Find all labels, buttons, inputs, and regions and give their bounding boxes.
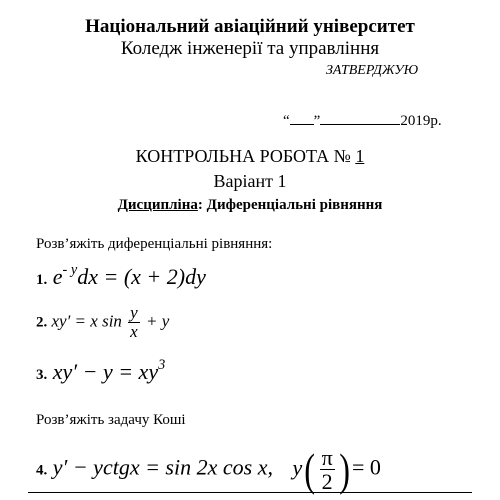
problem-2-lhs: xy′ = x sin [51, 311, 122, 331]
problem-4-condition-value: = 0 [352, 454, 381, 480]
problem-4-equation: y′ − yctgx = sin 2x cos x, [52, 454, 273, 480]
approval-date-line [283, 111, 442, 130]
right-paren-icon: ) [338, 443, 350, 495]
approval-label: ЗАТВЕРДЖУЮ [326, 63, 419, 78]
fraction-denominator: x [130, 321, 138, 341]
variant-heading [0, 171, 500, 192]
date-quote-open: “ [283, 113, 290, 129]
problem-1 [36, 262, 206, 290]
month-blank [320, 111, 400, 125]
fraction-denominator: 2 [320, 469, 335, 493]
problem-1-exponent: - y [62, 262, 78, 278]
test-title-number: 1 [355, 146, 365, 166]
problem-2 [36, 304, 169, 341]
variant-number: 1 [277, 171, 287, 191]
problem-4 [36, 443, 381, 495]
variant-prefix: Варіант [213, 171, 273, 191]
instruction-solve-de: Розв’яжіть диференціальні рівняння: [36, 236, 273, 252]
left-paren-icon: ( [304, 443, 316, 495]
problem-number: 4. [36, 462, 48, 479]
discipline-label: Дисципліна [117, 197, 198, 213]
day-blank [290, 111, 314, 125]
problem-3-lhs: xy′ − y = xy [52, 359, 159, 384]
fraction-numerator: y [130, 303, 138, 322]
problem-number: 3. [36, 367, 48, 383]
problem-2-fraction [128, 304, 140, 341]
discipline-line [0, 197, 500, 214]
date-year: 2019р. [400, 113, 442, 129]
problem-4-condition-fraction [320, 446, 335, 493]
college-name: Коледж інженерії та управління [120, 38, 380, 59]
problem-4-condition-function: y [292, 454, 303, 480]
fraction-numerator: π [321, 445, 333, 470]
date-quote-close: ” [313, 113, 321, 129]
test-title-prefix: КОНТРОЛЬНА РОБОТА № [135, 146, 351, 166]
problem-1-rest: dx = (x + 2)dy [77, 264, 206, 289]
test-title [0, 146, 500, 167]
problem-1-base: e [52, 264, 63, 289]
problem-number: 1. [36, 272, 48, 288]
problem-3 [36, 357, 165, 385]
discipline-value: Диференціальні рівняння [206, 197, 383, 213]
problem-3-power: 3 [158, 357, 166, 373]
discipline-colon: : [197, 197, 203, 213]
bottom-rule [28, 492, 472, 493]
instruction-solve-cauchy: Розв’яжіть задачу Коші [36, 412, 186, 428]
problem-number: 2. [36, 314, 48, 331]
university-name: Національний авіаційний університет [85, 16, 415, 37]
problem-2-rhs: + y [145, 311, 170, 331]
